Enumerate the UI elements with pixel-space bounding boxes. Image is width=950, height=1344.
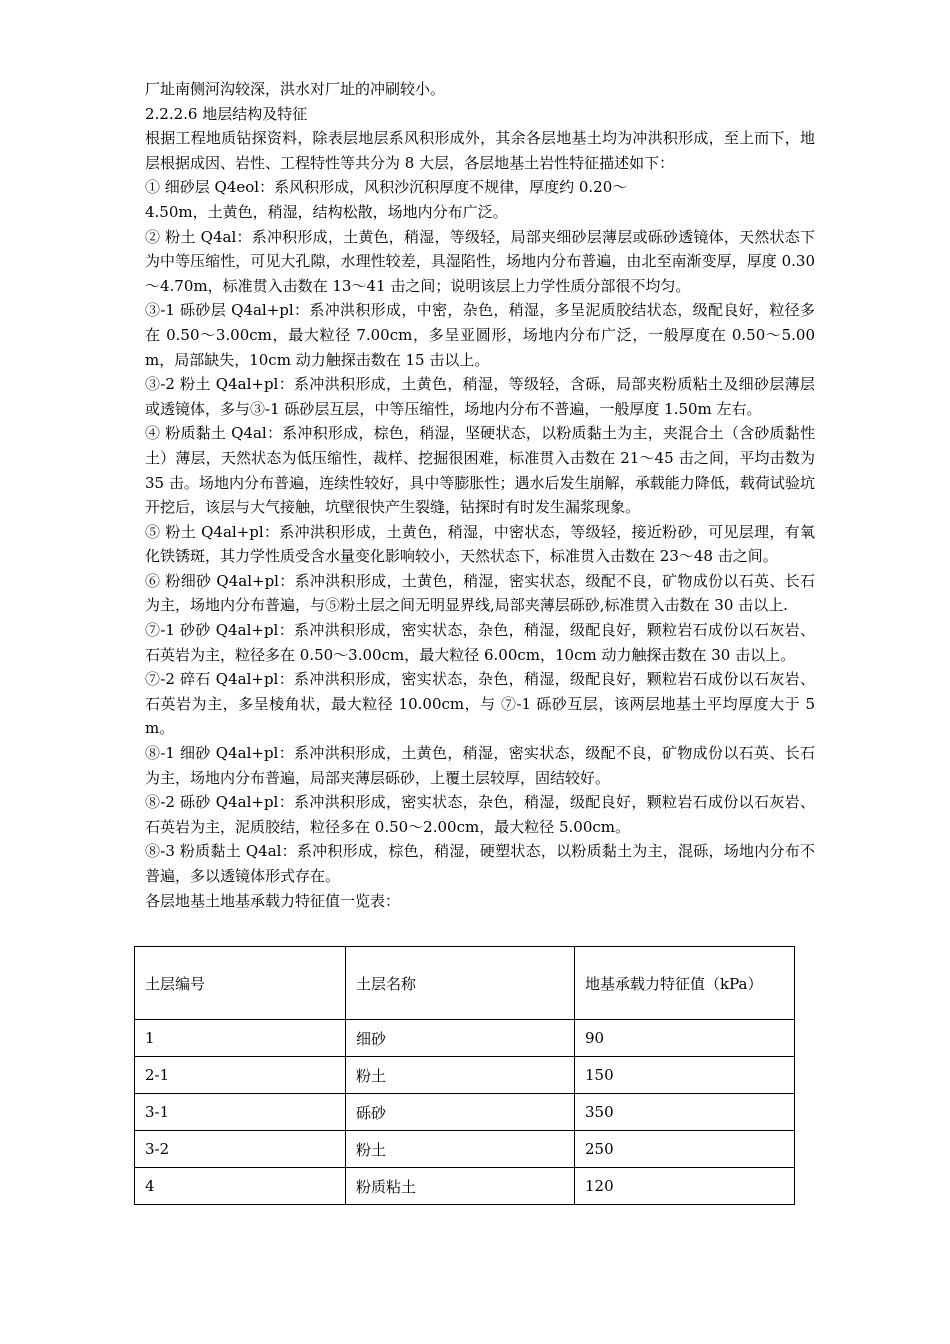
cell-bearing-capacity: 120 (575, 1168, 795, 1205)
cell-bearing-capacity: 150 (575, 1057, 795, 1094)
paragraph: 厂址南侧河沟较深，洪水对厂址的冲刷较小。 (145, 80, 446, 98)
table-row (135, 1057, 795, 1094)
section-heading: 2.2.2.6 地层结构及特征 (145, 104, 308, 123)
bearing-capacity-table (134, 946, 795, 1205)
paragraph: ⑧-1 细砂 Q4al+pl：系冲洪积形成，土黄色，稍湿，密实状态，级配不良，矿物成份以石英、长石为主，场地内分布普遍，局部夹薄层砾砂，上覆土层较厚，固结较好。 (145, 744, 815, 787)
cell-layer-name: 细砂 (346, 1020, 575, 1057)
cell-bearing-capacity: 250 (575, 1131, 795, 1168)
table-header-row (135, 947, 795, 1020)
table-row (135, 1168, 795, 1205)
bearing-capacity-table-container (134, 946, 794, 1205)
paragraph: 根据工程地质钻探资料，除表层地层系风积形成外，其余各层地基土均为冲洪积形成，至上而下，地层根据成因、岩性、工程特性等共分为 8 大层，各层地基土岩性特征描述如下： (145, 129, 815, 172)
cell-layer-id: 3-2 (135, 1131, 346, 1168)
paragraph: 4.50m，土黄色，稍湿，结构松散，场地内分布广泛。 (145, 202, 508, 221)
cell-layer-id: 3-1 (135, 1094, 346, 1131)
table-row (135, 1020, 795, 1057)
cell-layer-name: 粉土 (346, 1131, 575, 1168)
table-row (135, 1094, 795, 1131)
cell-layer-name: 粉质粘土 (346, 1168, 575, 1205)
cell-layer-name: 砾砂 (346, 1094, 575, 1131)
paragraph: ⑦-2 碎石 Q4al+pl：系冲洪积形成，密实状态，杂色，稍湿，级配良好，颗粒岩石成份以石灰岩、石英岩为主，多呈棱角状，最大粒径 10.00cm，与 ⑦-1 砾砂互层，该两层地基土平均厚度大于 5m。 (145, 670, 815, 738)
header-layer-name: 土层名称 (346, 947, 575, 1020)
document-body (145, 77, 815, 913)
paragraph: ⑧-3 粉质黏土 Q4al：系冲积形成，棕色，稍湿，硬塑状态，以粉质黏土为主，混砾，场地内分布不普遍，多以透镜体形式存在。 (145, 842, 815, 885)
paragraph: ⑤ 粉土 Q4al+pl：系冲洪积形成，土黄色，稍湿，中密状态，等级轻，接近粉砂，可见层理，有氧化铁锈斑，其力学性质受含水量变化影响较小，天然状态下，标准贯入击数在 23～48 击之间。 (145, 522, 815, 566)
paragraph: ⑧-2 砾砂 Q4al+pl：系冲洪积形成，密实状态，杂色，稍湿，级配良好，颗粒岩石成份以石灰岩、石英岩为主，泥质胶结，粒径多在 0.50～2.00cm，最大粒径 5.00cm。 (145, 793, 815, 836)
table-row (135, 1131, 795, 1168)
header-layer-id: 土层编号 (135, 947, 346, 1020)
cell-layer-name: 粉土 (346, 1057, 575, 1094)
cell-layer-id: 4 (135, 1168, 346, 1205)
paragraph: ④ 粉质黏土 Q4al：系冲积形成，棕色，稍湿，坚硬状态，以粉质黏土为主，夹混合土（含砂质黏性土）薄层，天然状态为低压缩性，裁样、挖掘很困难，标准贯入击数在 21～45 击之间，平均击数为 35 击。场地内分布普遍，连续性较好，具中等膨胀性；遇水后发生崩解，承载能力降低，载荷试验坑开挖后，该层与大气接触，坑壁很快产生裂缝，钻探时有时发生漏浆现象。 (145, 424, 815, 517)
paragraph: ③-1 砾砂层 Q4al+pl：系冲洪积形成，中密，杂色，稍湿，多呈泥质胶结状态，级配良好，粒径多在 0.50～3.00cm，最大粒径 7.00cm，多呈亚圆形，场地内分布广泛，一般厚度在 0.50～5.00m，局部缺失，10cm 动力触探击数在 15 击以上。 (145, 301, 815, 369)
cell-layer-id: 2-1 (135, 1057, 346, 1094)
cell-layer-id: 1 (135, 1020, 346, 1057)
table-caption: 各层地基土地基承载力特征值一览表： (145, 891, 401, 910)
paragraph: ② 粉土 Q4al：系冲积形成，土黄色，稍湿，等级轻，局部夹细砂层薄层或砾砂透镜体，天然状态下为中等压缩性，可见大孔隙，水理性较差，具湿陷性，场地内分布普遍，由北至南渐变厚，厚度 0.30～4.70m，标准贯入击数在 13～41 击之间；说明该层上力学性质分部很不均匀。 (145, 227, 815, 295)
cell-bearing-capacity: 90 (575, 1020, 795, 1057)
paragraph: ③-2 粉土 Q4al+pl：系冲洪积形成，土黄色，稍湿，等级轻，含砾，局部夹粉质粘土及细砂层薄层或透镜体，多与③-1 砾砂层互层，中等压缩性，场地内分布不普遍，一般厚度 1.50m 左右。 (145, 375, 815, 418)
header-bearing-capacity: 地基承载力特征值（kPa） (575, 947, 795, 1020)
cell-bearing-capacity: 350 (575, 1094, 795, 1131)
paragraph: ⑥ 粉细砂 Q4al+pl：系冲洪积形成，土黄色，稍湿，密实状态，级配不良，矿物成份以石英、长石为主，场地内分布普遍，与⑤粉土层之间无明显界线,局部夹薄层砾砂,标准贯入击数在 30 击以上. (145, 571, 815, 615)
paragraph: ① 细砂层 Q4eol：系风积形成，风积沙沉积厚度不规律，厚度约 0.20～ (145, 178, 628, 197)
paragraph: ⑦-1 砂砂 Q4al+pl：系冲洪积形成，密实状态，杂色，稍湿，级配良好，颗粒岩石成份以石灰岩、石英岩为主，粒径多在 0.50～3.00cm，最大粒径 6.00cm，10cm 动力触探击数在 30 击以上。 (145, 621, 815, 664)
